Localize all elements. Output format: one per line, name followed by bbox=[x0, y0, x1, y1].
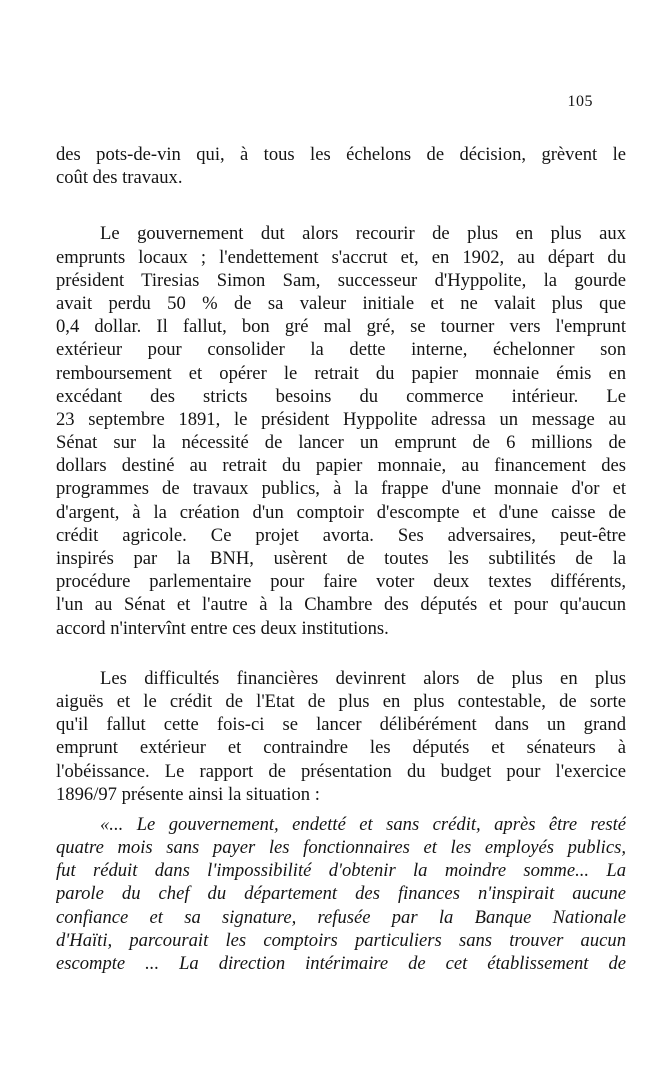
text-line: l'obéissance. Le rapport de présentation du budget pour l'exercice bbox=[56, 760, 626, 782]
text-line: procédure parlementaire pour faire voter deux textes différents, bbox=[56, 571, 626, 593]
text-line: Les difficultés financières devinrent alors de plus en plus bbox=[100, 667, 626, 689]
text-column bbox=[56, 143, 626, 975]
text-line: avait perdu 50 % de sa valeur initiale et ne valait plus que bbox=[56, 292, 626, 314]
body-paragraph bbox=[56, 222, 626, 639]
text-line: des pots-de-vin qui, à tous les échelons de décision, grèvent le bbox=[56, 144, 626, 165]
text-line: inspirés par la BNH, usèrent de toutes les subtilités de la bbox=[56, 548, 626, 569]
text-line: programmes de travaux publics, à la frappe d'une monnaie d'or et bbox=[56, 478, 626, 500]
text-line: président Tiresias Simon Sam, successeur d'Hyppolite, la gourde bbox=[56, 269, 626, 291]
text-line: quatre mois sans payer les fonctionnaires et les employés publics, bbox=[56, 837, 626, 859]
text-line: «... Le gouvernement, endetté et sans crédit, après être resté bbox=[100, 813, 626, 835]
body-paragraph bbox=[56, 667, 626, 806]
text-line: 0,4 dollar. Il fallut, bon gré mal gré, se tourner vers l'emprunt bbox=[56, 316, 626, 338]
text-line: qu'il fallut cette fois-ci se lancer délibérément dans un grand bbox=[56, 714, 626, 736]
text-line: confiance et sa signature, refusée par la Banque Nationale bbox=[56, 906, 626, 928]
text-line: 1896/97 présente ainsi la situation : bbox=[56, 783, 320, 805]
text-line: Le gouvernement dut alors recourir de plus en plus aux bbox=[100, 223, 626, 245]
text-line: Sénat sur la nécessité de lancer un emprunt de 6 millions de bbox=[56, 432, 626, 454]
text-line: coût des travaux. bbox=[56, 167, 183, 189]
text-line: crédit agricole. Ce projet avorta. Ses adversaires, peut-être bbox=[56, 524, 626, 546]
text-line: l'un au Sénat et l'autre à la Chambre des députés et pour qu'aucun bbox=[56, 594, 626, 616]
text-line: emprunt extérieur et contraindre les députés et sénateurs à bbox=[56, 737, 626, 759]
text-line: extérieur pour consolider la dette interne, échelonner son bbox=[56, 339, 626, 361]
text-line: excédant des stricts besoins du commerce intérieur. Le bbox=[56, 385, 626, 407]
text-line: dollars destiné au retrait du papier monnaie, au financement des bbox=[56, 455, 626, 477]
text-line: escompte ... La direction intérimaire de cet établissement de bbox=[56, 953, 626, 974]
text-line: d'argent, à la création d'un comptoir d'escompte et d'une caisse de bbox=[56, 501, 626, 523]
text-line: parole du chef du département des finances n'inspirait aucune bbox=[56, 883, 626, 905]
body-paragraph bbox=[56, 143, 626, 189]
text-line: d'Haïti, parcourait les comptoirs particuliers sans trouver aucun bbox=[56, 929, 626, 951]
page-number: 105 bbox=[567, 93, 593, 110]
text-line: remboursement et opérer le retrait du papier monnaie émis en bbox=[56, 362, 626, 384]
text-line: accord n'intervînt entre ces deux institutions. bbox=[56, 617, 389, 639]
text-line: fut réduit dans l'impossibilité d'obtenir la moindre somme... La bbox=[56, 860, 626, 882]
text-line: emprunts locaux ; l'endettement s'accrut et, en 1902, au départ du bbox=[56, 246, 626, 268]
text-line: aiguës et le crédit de l'Etat de plus en plus contestable, de sorte bbox=[56, 690, 626, 712]
quote-paragraph bbox=[56, 813, 626, 975]
text-line: 23 septembre 1891, le président Hyppolite adressa un message au bbox=[56, 408, 626, 430]
